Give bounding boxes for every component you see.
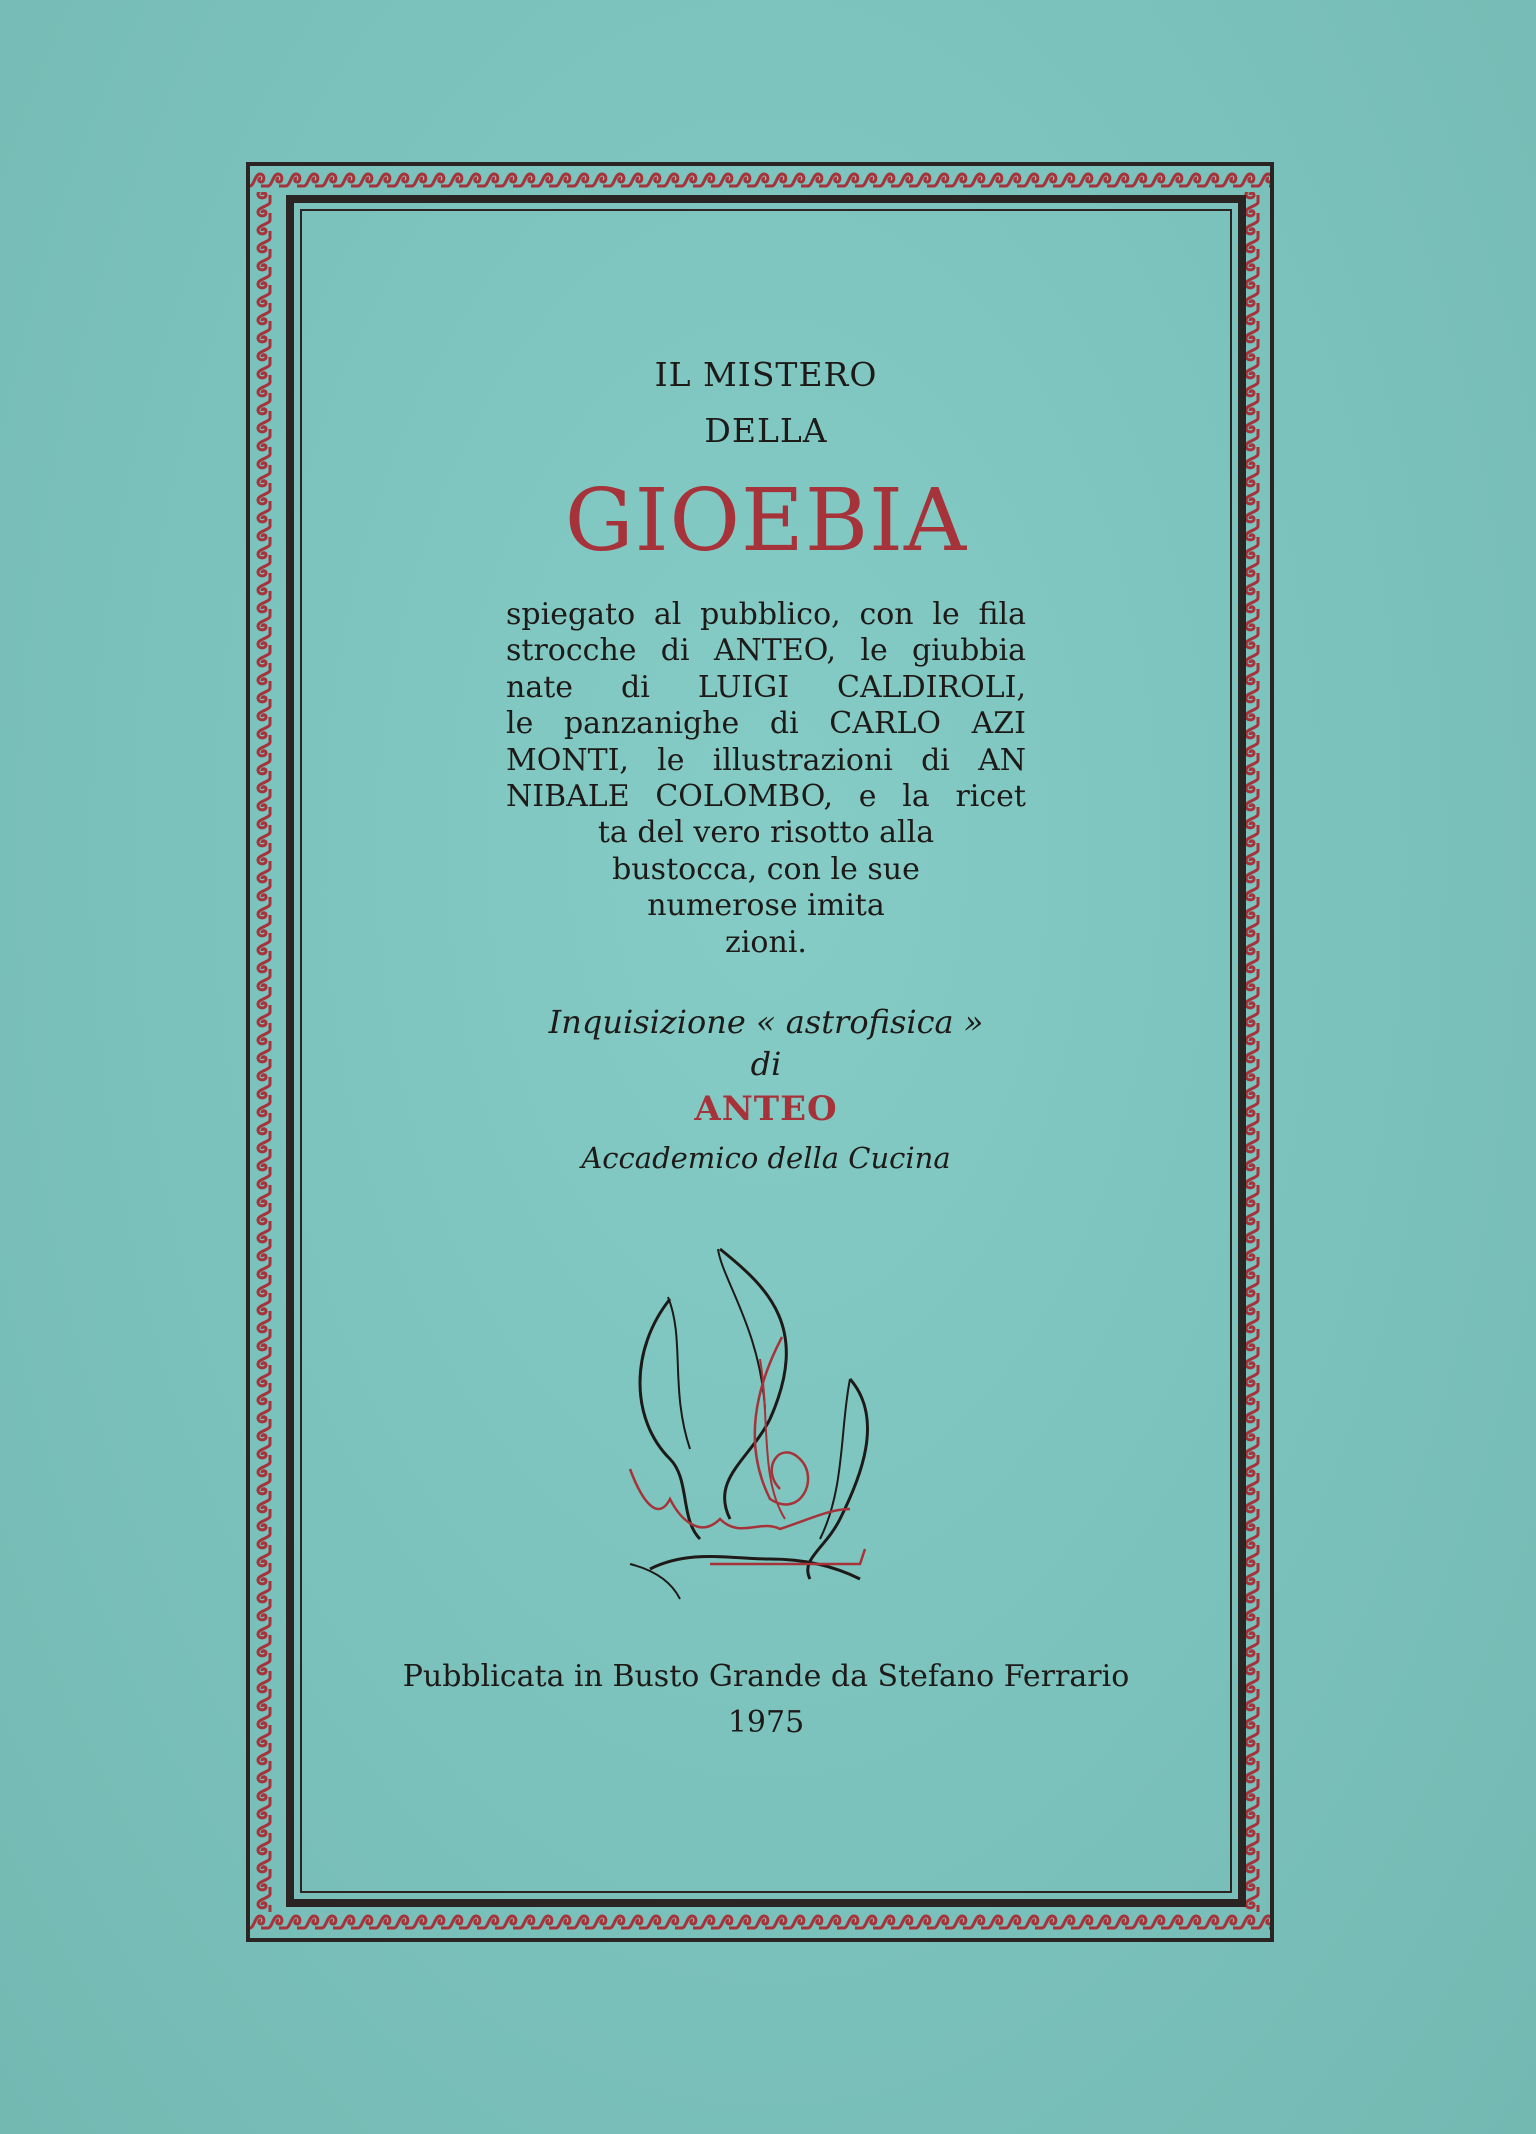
author-title: Accademico della Cucina	[581, 1141, 951, 1175]
description-line: nate di LUIGI CALDIROLI,	[506, 669, 1026, 705]
description-line: zioni.	[725, 924, 807, 960]
description-line: MONTI, le illustrazioni di AN	[506, 742, 1026, 778]
author-name: ANTEO	[694, 1089, 838, 1129]
description-line: ta del vero risotto alla	[597, 815, 935, 851]
publication-year: 1975	[727, 1705, 805, 1740]
cover-content	[300, 209, 1232, 1893]
title-line-1: IL MISTERO	[654, 355, 878, 394]
publisher-line: Pubblicata in Busto Grande da Stefano Ferrario	[402, 1659, 1130, 1694]
title-line-2: DELLA	[704, 411, 828, 450]
description-line: numerose imita	[647, 888, 885, 924]
description-line: bustocca, con le sue	[612, 851, 920, 887]
calligraphic-illustration	[610, 1219, 910, 1639]
description-line: spiegato al pubblico, con le fila	[506, 597, 1026, 632]
description-line: strocche di ANTEO, le giubbia	[506, 633, 1026, 669]
by-label: di	[750, 1045, 782, 1083]
subtitle: Inquisizione « astrofisica »	[548, 1003, 984, 1041]
description-paragraph	[506, 597, 1026, 961]
main-title: GIOEBIA	[564, 471, 968, 571]
description-line: le panzanighe di CARLO AZI	[506, 706, 1026, 742]
description-line: NIBALE COLOMBO, e la ricet	[506, 779, 1026, 815]
